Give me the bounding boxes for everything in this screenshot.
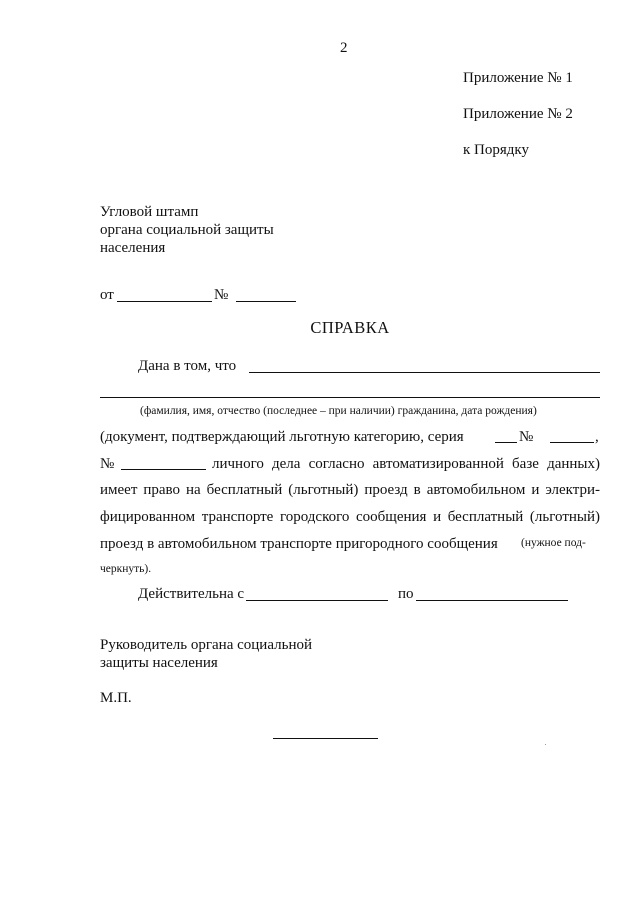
- signatory-line-2: защиты населения: [100, 655, 218, 671]
- number-blank[interactable]: [236, 301, 296, 302]
- series-blank[interactable]: [495, 442, 517, 443]
- page-number: 2: [340, 40, 348, 56]
- stamp-line-3: населения: [100, 240, 166, 256]
- signature-line[interactable]: [273, 738, 378, 739]
- date-blank[interactable]: [117, 301, 212, 302]
- valid-to-label: по: [398, 586, 414, 602]
- number-label: №: [214, 287, 229, 303]
- appendix-line-1: Приложение № 1: [463, 70, 573, 86]
- body-line-1-text: (документ, подтверждающий льготную категорию, серия: [100, 429, 464, 445]
- body-line-2-text: личного дела согласно автоматизированной базе данных): [212, 456, 600, 472]
- signatory-block: [100, 636, 312, 672]
- appendix-line-3: к Порядку: [463, 142, 529, 158]
- signatory-line-1: Руководитель органа социальной: [100, 637, 312, 653]
- body-line-1-end: ,: [595, 429, 599, 445]
- stamp-line-1: Угловой штамп: [100, 204, 199, 220]
- valid-to-blank[interactable]: [416, 600, 568, 601]
- speck-mark: [545, 744, 546, 745]
- seal-mark: М.П.: [100, 690, 132, 706]
- body-line-3: имеет право на бесплатный (льготный) проезд в автомобильном и электри-: [100, 482, 600, 498]
- valid-from-label: Действительна с: [138, 586, 245, 602]
- body-line-2-num: №: [100, 456, 115, 472]
- body-line-5-small: (нужное под-: [521, 537, 586, 549]
- document-title: СПРАВКА: [310, 318, 390, 337]
- body-line-4: фицированном транспорте городского сообщения и бесплатный (льготный): [100, 509, 600, 525]
- body-line-6: черкнуть).: [100, 563, 152, 575]
- date-from-label: от: [100, 287, 114, 303]
- case-number-blank[interactable]: [121, 469, 206, 470]
- recipient-blank-2[interactable]: [100, 397, 600, 398]
- appendix-line-2: Приложение № 2: [463, 106, 573, 122]
- stamp-line-2: органа социальной защиты: [100, 222, 274, 238]
- recipient-blank[interactable]: [249, 372, 600, 373]
- body-line-5-text: проезд в автомобильном транспорте пригородного сообщения: [100, 536, 498, 552]
- valid-from-blank[interactable]: [246, 600, 388, 601]
- corner-stamp-block: [100, 203, 274, 257]
- recipient-caption: (фамилия, имя, отчество (последнее – при наличии) гражданина, дата рождения): [140, 405, 537, 417]
- given-label: Дана в том, что: [138, 358, 237, 374]
- body-line-1-num: №: [519, 429, 534, 445]
- document-number-blank[interactable]: [550, 442, 594, 443]
